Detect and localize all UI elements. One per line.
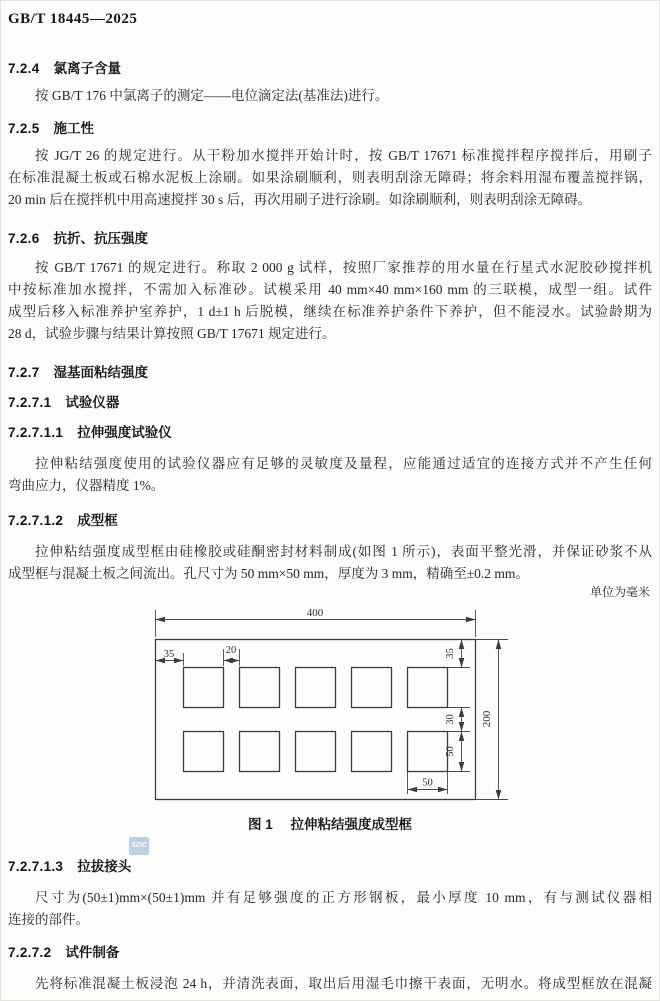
hole [240, 732, 280, 772]
figure-1-caption [8, 815, 652, 849]
text-line: 拉伸粘结强度成型框由硅橡胶或硅酮密封材料制成(如图 1 所示)，表面平整光滑，并保证砂浆不从 [35, 544, 652, 559]
hole [352, 668, 392, 708]
hole [408, 732, 448, 772]
paragraph-7-2-7-1-2 [8, 541, 652, 585]
dim-hole-width: 50 [422, 777, 433, 789]
heading-number: 7.2.7.1 [8, 395, 52, 410]
text-line: 成型后移入标准养护室养护，1 d±1 h 后脱模，继续在标准养护条件下养护，但不能浸水。试验龄期为 [8, 304, 652, 319]
frame-outline [156, 640, 476, 800]
text-line: 中按标准加水搅拌，不需加入标准砂。试模采用 40 mm×40 mm×160 mm 的三联模，成型一组。试件 [8, 282, 652, 297]
heading-7-2-5 [8, 119, 652, 139]
text-line: 尺寸为(50±1)mm×(50±1)mm 并有足够强度的正方形钢板，最小厚度 10 mm，有与测试仪器相 [35, 890, 652, 905]
figure-caption-title: 拉伸粘结强度成型框 [290, 817, 413, 832]
running-head-doc-number: GB/T 18445—2025 [8, 11, 138, 27]
figure-caption-number: 图 1 [247, 817, 273, 832]
hole [240, 668, 280, 708]
text-line: 20 min 后在搅拌机中用高速搅拌 30 s 后，再次用刷子进行涂刷。如涂刷顺利，则表明刮涂无障碍。 [8, 192, 592, 207]
heading-number: 7.2.7.1.3 [8, 859, 64, 874]
heading-7-2-7-1-2 [8, 511, 652, 531]
heading-7-2-7 [8, 363, 652, 383]
heading-7-2-7-1-3 [8, 857, 652, 877]
paragraph-7-2-7-2 [8, 973, 652, 995]
heading-7-2-7-1 [8, 393, 652, 413]
heading-title: 湿基面粘结强度 [53, 365, 149, 380]
heading-number: 7.2.4 [8, 61, 40, 76]
heading-number: 7.2.7.2 [8, 945, 52, 960]
text-line: 在标准混凝土板或石棉水泥板上涂刷。如果涂刷顺利，则表明刮涂无障碍；将余料用湿布覆盖搅拌锅， [8, 170, 652, 185]
watermark-logo: SZiC [129, 837, 149, 855]
dim-hole-height: 50 [445, 746, 456, 757]
dim-hole-gap: 20 [225, 645, 237, 656]
heading-title: 成型框 [77, 513, 118, 528]
heading-number: 7.2.7.1.2 [8, 513, 64, 528]
heading-title: 试验仪器 [65, 395, 120, 410]
hole [352, 732, 392, 772]
heading-title: 试件制备 [65, 945, 120, 960]
text-line: 弯曲应力，仪器精度 1%。 [8, 478, 165, 493]
paragraph-7-2-7-1-3 [8, 887, 652, 931]
heading-7-2-7-1-1 [8, 423, 652, 443]
text-line: 28 d，试验步骤与结果计算按照 GB/T 17671 规定进行。 [8, 326, 336, 341]
paragraph-7-2-6 [8, 257, 652, 345]
mold-frame-diagram [142, 601, 522, 805]
paragraph-7-2-7-1-1 [8, 453, 652, 497]
text-line: 按 JG/T 26 的规定进行。从干粉加水搅拌开始计时，按 GB/T 17671 标准搅拌程序搅拌后，用刷子 [35, 148, 652, 163]
dim-left-margin: 35 [163, 649, 175, 660]
heading-title: 施工性 [53, 121, 95, 136]
heading-number: 7.2.5 [8, 121, 40, 136]
heading-title: 氯离子含量 [53, 61, 122, 76]
dim-top-margin: 35 [445, 648, 456, 659]
hole [184, 732, 224, 772]
paragraph-7-2-5 [8, 145, 652, 211]
unit-note: 单位为毫米 [589, 585, 650, 599]
heading-title: 拉拔接头 [77, 859, 132, 874]
heading-number: 7.2.7.1.1 [8, 425, 64, 440]
dim-overall-width: 400 [306, 607, 324, 619]
figure-1-drawing [8, 601, 652, 805]
hole [296, 732, 336, 772]
text-line: 按 GB/T 176 中氯离子的测定——电位滴定法(基准法)进行。 [35, 88, 389, 103]
text-line: 先将标准混凝土板浸泡 24 h，并清洗表面，取出后用湿毛巾擦干表面，无明水。将成型框放在混凝 [35, 976, 652, 991]
text-line: 按 GB/T 17671 的规定进行。称取 2 000 g 试样，按照厂家推荐的用水量在行星式水泥胶砂搅拌机 [35, 260, 652, 275]
heading-7-2-7-2 [8, 943, 652, 963]
heading-number: 7.2.7 [8, 365, 40, 380]
paragraph-7-2-4 [8, 85, 652, 107]
heading-7-2-4 [8, 59, 652, 79]
text-line: 拉伸粘结强度使用的试验仪器应有足够的灵敏度及量程，应能通过适宜的连接方式并不产生任何 [35, 456, 652, 471]
hole [184, 668, 224, 708]
heading-title: 拉伸强度试验仪 [77, 425, 172, 440]
dim-row-gap: 30 [445, 714, 456, 725]
text-line: 成型框与混凝土板之间流出。孔尺寸为 50 mm×50 mm，厚度为 3 mm，精确至±0.2 mm。 [8, 566, 529, 581]
text-line: 连接的部件。 [8, 912, 89, 927]
hole [408, 668, 448, 708]
dim-overall-height: 200 [481, 710, 493, 728]
heading-number: 7.2.6 [8, 231, 40, 246]
heading-title: 抗折、抗压强度 [53, 231, 149, 246]
heading-7-2-6 [8, 229, 652, 249]
hole [296, 668, 336, 708]
